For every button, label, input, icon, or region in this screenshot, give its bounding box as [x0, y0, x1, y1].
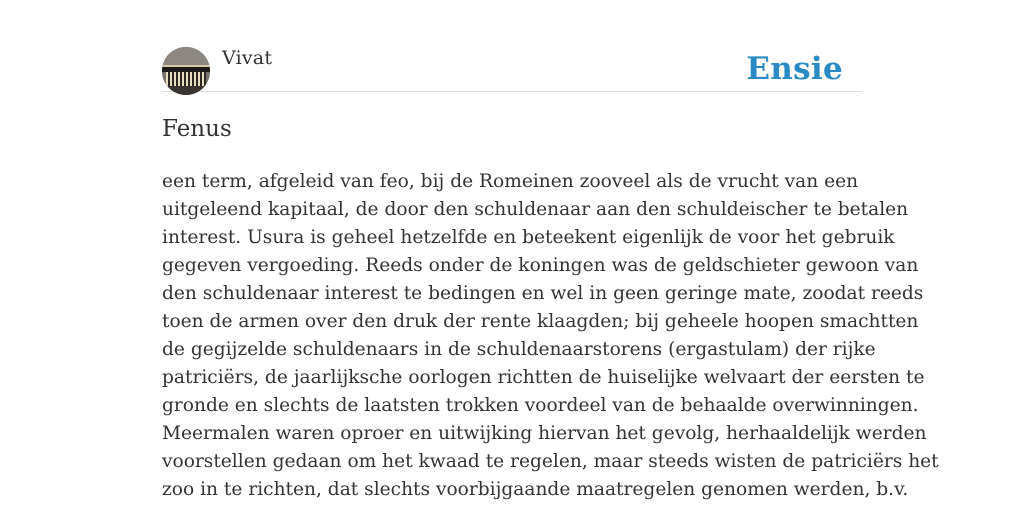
page-title: Fenus — [162, 116, 232, 142]
books-avatar-icon — [162, 47, 210, 95]
body-line: uitgeleend kapitaal, de door den schuldenaar aan den schuldeischer te betalen — [162, 199, 909, 220]
body-line: Meermalen waren oproer en uitwijking hiervan het gevolg, herhaaldelijk werden — [162, 423, 927, 444]
body-line: voorstellen gedaan om het kwaad te regelen, maar steeds wisten de patriciërs het — [162, 451, 939, 472]
body-line: patriciërs, de jaarlijksche oorlogen richtten de huiselijke welvaart der eersten te — [162, 367, 925, 388]
author-name[interactable]: Vivat — [222, 47, 273, 69]
body-line: interest. Usura is geheel hetzelfde en beteekent eigenlijk de voor het gebruik — [162, 227, 895, 248]
header — [162, 0, 862, 92]
body-line: den schuldenaar interest te bedingen en wel in geen geringe mate, zoodat reeds — [162, 283, 924, 304]
brand-logo[interactable]: Ensie — [746, 51, 843, 87]
author-avatar[interactable] — [162, 47, 210, 95]
article-page — [162, 0, 939, 500]
article-body — [162, 168, 939, 504]
body-line: toen de armen over den druk der rente klaagden; bij geheele hoopen smachtten — [162, 311, 919, 332]
body-line: de gegijzelde schuldenaars in de schuldenaarstorens (ergastulam) der rijke — [162, 339, 876, 360]
body-line: zoo in te richten, dat slechts voorbijgaande maatregelen genomen werden, b.v. — [162, 479, 909, 500]
body-line: gronde en slechts de laatsten trokken voordeel van de behaalde overwinningen. — [162, 395, 919, 416]
body-line: gegeven vergoeding. Reeds onder de koningen was de geldschieter gewoon van — [162, 255, 919, 276]
body-line: een term, afgeleid van feo, bij de Romeinen zooveel als de vrucht van een — [162, 171, 859, 192]
